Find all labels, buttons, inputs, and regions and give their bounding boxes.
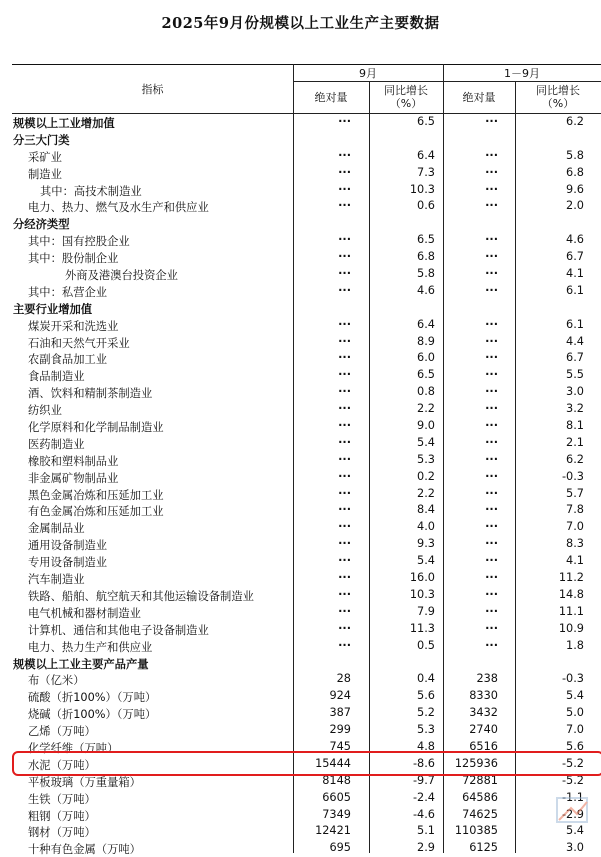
ytd-yoy-value: 9.6 xyxy=(566,182,584,196)
sep-abs-value: ··· xyxy=(338,368,351,382)
sep-yoy-value: 10.3 xyxy=(409,587,435,601)
table-row xyxy=(0,148,601,165)
sep-abs-value: ··· xyxy=(338,435,351,449)
sep-yoy-value: 5.6 xyxy=(417,689,435,703)
sep-abs-value: 28 xyxy=(336,672,351,686)
sep-yoy-value: 5.2 xyxy=(417,706,435,720)
sep-abs-value: ··· xyxy=(338,182,351,196)
ytd-yoy-value: 5.0 xyxy=(566,706,584,720)
ytd-yoy-value: 3.0 xyxy=(566,385,584,399)
sep-yoy-value: 2.2 xyxy=(417,402,435,416)
sep-yoy-value: 2.2 xyxy=(417,486,435,500)
sep-yoy-value: 10.3 xyxy=(409,182,435,196)
table-row xyxy=(0,570,601,587)
ytd-abs-value: 6125 xyxy=(469,841,498,855)
ytd-abs-value: 110385 xyxy=(454,824,498,838)
header-period-ytd: 1－9月 xyxy=(504,67,540,80)
ytd-abs-value: 72881 xyxy=(462,773,498,787)
sep-yoy-value: 0.5 xyxy=(417,638,435,652)
ytd-yoy-value: -1.1 xyxy=(561,790,584,804)
ytd-yoy-value: 8.1 xyxy=(566,419,584,433)
ytd-yoy-value: 5.4 xyxy=(566,689,584,703)
ytd-yoy-value: 6.2 xyxy=(566,452,584,466)
sep-yoy-value: -8.6 xyxy=(412,756,435,770)
ytd-abs-value: ··· xyxy=(485,267,498,281)
table-row xyxy=(0,807,601,824)
ytd-abs-value: ··· xyxy=(485,621,498,635)
sep-abs-value: ··· xyxy=(338,452,351,466)
row-indicator-name: 其中：高技术制造业 xyxy=(40,184,142,198)
row-indicator-name: 钢材（万吨） xyxy=(28,826,96,840)
row-indicator-name: 粗钢（万吨） xyxy=(28,809,96,823)
table-row xyxy=(0,165,601,182)
sep-abs-value: ··· xyxy=(338,385,351,399)
ytd-abs-value: 64586 xyxy=(462,790,498,804)
ytd-abs-value: ··· xyxy=(485,520,498,534)
sep-abs-value: 695 xyxy=(329,841,351,855)
sep-abs-value: 299 xyxy=(329,723,351,737)
ytd-yoy-value: 10.9 xyxy=(558,621,584,635)
row-indicator-name: 医药制造业 xyxy=(28,437,85,451)
row-indicator-name: 通用设备制造业 xyxy=(28,539,108,553)
ytd-yoy-value: 6.1 xyxy=(566,283,584,297)
ytd-yoy-value: -5.2 xyxy=(561,756,584,770)
ytd-yoy-value: 1.8 xyxy=(566,638,584,652)
sep-yoy-value: 0.4 xyxy=(417,672,435,686)
header-ytd-yoy xyxy=(515,84,601,110)
row-indicator-name: 计算机、通信和其他电子设备制造业 xyxy=(28,623,209,637)
ytd-yoy-value: -5.2 xyxy=(561,773,584,787)
ytd-abs-value: 238 xyxy=(476,672,498,686)
ytd-abs-value: ··· xyxy=(485,452,498,466)
table-row xyxy=(0,688,601,705)
ytd-abs-value: ··· xyxy=(485,638,498,652)
ytd-abs-value: ··· xyxy=(485,199,498,213)
ytd-abs-value: 3432 xyxy=(469,706,498,720)
row-indicator-name: 橡胶和塑料制品业 xyxy=(28,454,119,468)
sep-yoy-value: 8.9 xyxy=(417,334,435,348)
sep-yoy-value: 5.4 xyxy=(417,435,435,449)
sep-abs-value: ··· xyxy=(338,587,351,601)
page-title: 2025年9月份规模以上工业生产主要数据 xyxy=(161,15,440,32)
row-indicator-name: 专用设备制造业 xyxy=(28,556,108,570)
ytd-yoy-value: 5.6 xyxy=(566,739,584,753)
sep-yoy-value: 7.3 xyxy=(417,165,435,179)
table-row xyxy=(0,350,601,367)
ytd-abs-value: 8330 xyxy=(469,689,498,703)
row-indicator-name: 规模以上工业主要产品产量 xyxy=(13,657,149,671)
row-indicator-name: 酒、饮料和精制茶制造业 xyxy=(28,387,153,401)
sep-yoy-value: 2.9 xyxy=(417,841,435,855)
row-indicator-name: 其中：私营企业 xyxy=(28,285,108,299)
row-indicator-name: 其中：股份制企业 xyxy=(28,252,119,266)
ytd-abs-value: 74625 xyxy=(462,807,498,821)
table-row xyxy=(0,502,601,519)
header-sep-yoy xyxy=(369,84,443,110)
ytd-abs-value: ··· xyxy=(485,233,498,247)
ytd-abs-value: ··· xyxy=(485,182,498,196)
ytd-yoy-value: 6.8 xyxy=(566,165,584,179)
table-row xyxy=(0,621,601,638)
table-row xyxy=(0,384,601,401)
sep-yoy-value: 16.0 xyxy=(409,571,435,585)
ytd-abs-value: ··· xyxy=(485,587,498,601)
table-row xyxy=(0,671,601,688)
ytd-abs-value: ··· xyxy=(485,604,498,618)
sep-yoy-value: -2.4 xyxy=(412,790,435,804)
table-row xyxy=(0,198,601,215)
table-row xyxy=(0,553,601,570)
sep-abs-value: ··· xyxy=(338,402,351,416)
sep-abs-value: 12421 xyxy=(315,824,351,838)
header-mid-rule xyxy=(293,81,601,82)
table-row xyxy=(0,705,601,722)
row-indicator-name: 黑色金属冶炼和压延加工业 xyxy=(28,488,164,502)
sep-abs-value: ··· xyxy=(338,351,351,365)
sep-abs-value: ··· xyxy=(338,283,351,297)
ytd-abs-value: ··· xyxy=(485,334,498,348)
table-row xyxy=(0,823,601,840)
sep-yoy-value: 6.5 xyxy=(417,233,435,247)
sep-abs-value: ··· xyxy=(338,503,351,517)
header-sep-abs: 绝对量 xyxy=(314,91,348,104)
row-indicator-name: 烧碱（折100%）（万吨） xyxy=(28,708,157,722)
sep-yoy-value: 11.3 xyxy=(409,621,435,635)
ytd-yoy-value: 5.4 xyxy=(566,824,584,838)
sep-abs-value: ··· xyxy=(338,250,351,264)
ytd-abs-value: ··· xyxy=(485,571,498,585)
sep-abs-value: 387 xyxy=(329,706,351,720)
sep-abs-value: 924 xyxy=(329,689,351,703)
ytd-abs-value: ··· xyxy=(485,402,498,416)
row-indicator-name: 煤炭开采和洗选业 xyxy=(28,319,119,333)
ytd-abs-value: ··· xyxy=(485,250,498,264)
sep-yoy-value: 5.4 xyxy=(417,554,435,568)
table-top-rule xyxy=(12,64,601,65)
row-indicator-name: 制造业 xyxy=(28,167,62,181)
sep-abs-value: ··· xyxy=(338,520,351,534)
ytd-abs-value: ··· xyxy=(485,368,498,382)
sep-abs-value: ··· xyxy=(338,317,351,331)
row-indicator-name: 石油和天然气开采业 xyxy=(28,336,130,350)
row-indicator-name: 外商及港澳台投资企业 xyxy=(65,269,178,283)
table-row xyxy=(0,469,601,486)
table-row xyxy=(0,182,601,199)
ytd-abs-value: ··· xyxy=(485,469,498,483)
row-indicator-name: 有色金属冶炼和压延加工业 xyxy=(28,505,164,519)
sep-yoy-value: 8.4 xyxy=(417,503,435,517)
sep-yoy-value: 6.4 xyxy=(417,317,435,331)
header-ytd-yoy-line2: （%） xyxy=(541,97,575,110)
sep-abs-value: ··· xyxy=(338,604,351,618)
ytd-abs-value: ··· xyxy=(485,115,498,128)
sep-abs-value: ··· xyxy=(338,199,351,213)
sep-yoy-value: 5.1 xyxy=(417,824,435,838)
ytd-abs-value: ··· xyxy=(485,351,498,365)
sep-abs-value: 745 xyxy=(329,739,351,753)
sep-yoy-value: 4.6 xyxy=(417,283,435,297)
sep-abs-value: ··· xyxy=(338,638,351,652)
row-indicator-name: 硫酸（折100%）（万吨） xyxy=(28,691,157,705)
table-row xyxy=(0,587,601,604)
sep-abs-value: ··· xyxy=(338,486,351,500)
table-row xyxy=(0,317,601,334)
ytd-yoy-value: 2.1 xyxy=(566,435,584,449)
watermark-logo-icon xyxy=(553,790,593,830)
table-row xyxy=(0,604,601,621)
table-row xyxy=(0,401,601,418)
sep-yoy-value: 4.0 xyxy=(417,520,435,534)
ytd-yoy-value: 7.0 xyxy=(566,723,584,737)
table-row xyxy=(0,266,601,283)
ytd-yoy-value: 7.8 xyxy=(566,503,584,517)
ytd-yoy-value: -0.3 xyxy=(561,469,584,483)
ytd-yoy-value: 5.8 xyxy=(566,148,584,162)
table-row xyxy=(0,435,601,452)
ytd-abs-value: ··· xyxy=(485,148,498,162)
ytd-abs-value: ··· xyxy=(485,283,498,297)
ytd-yoy-value: -0.3 xyxy=(561,672,584,686)
sep-abs-value: 15444 xyxy=(315,756,351,770)
header-ytd-yoy-line1: 同比增长 xyxy=(536,84,580,97)
row-indicator-name: 分经济类型 xyxy=(13,218,70,232)
sep-abs-value: ··· xyxy=(338,469,351,483)
sep-abs-value: ··· xyxy=(338,233,351,247)
sep-abs-value: ··· xyxy=(338,115,351,128)
table-body xyxy=(0,114,601,857)
sep-yoy-value: -9.7 xyxy=(412,773,435,787)
sep-yoy-value: 4.8 xyxy=(417,739,435,753)
ytd-yoy-value: 11.2 xyxy=(558,571,584,585)
row-indicator-name: 其中：国有控股企业 xyxy=(28,235,130,249)
sep-yoy-value: 5.3 xyxy=(417,452,435,466)
row-indicator-name: 化学纤维（万吨） xyxy=(28,741,119,755)
ytd-yoy-value: 6.7 xyxy=(566,250,584,264)
sep-yoy-value: 6.4 xyxy=(417,148,435,162)
ytd-yoy-value: -2.9 xyxy=(561,807,584,821)
sep-yoy-value: 9.0 xyxy=(417,419,435,433)
ytd-yoy-value: 6.7 xyxy=(566,351,584,365)
sep-abs-value: 6605 xyxy=(322,790,351,804)
sep-abs-value: ··· xyxy=(338,267,351,281)
table-row xyxy=(0,486,601,503)
sep-yoy-value: 6.8 xyxy=(417,250,435,264)
row-indicator-name: 非金属矿物制品业 xyxy=(28,471,119,485)
sep-yoy-value: 6.5 xyxy=(417,115,435,128)
table-row xyxy=(0,300,601,317)
header-ytd-abs: 绝对量 xyxy=(462,91,496,104)
row-indicator-name: 主要行业增加值 xyxy=(13,302,93,316)
table-row xyxy=(0,418,601,435)
ytd-abs-value: ··· xyxy=(485,537,498,551)
row-indicator-name: 生铁（万吨） xyxy=(28,792,96,806)
table-row xyxy=(0,519,601,536)
ytd-yoy-value: 4.4 xyxy=(566,334,584,348)
sep-abs-value: ··· xyxy=(338,621,351,635)
ytd-yoy-value: 5.5 xyxy=(566,368,584,382)
table-row xyxy=(0,536,601,553)
table-row xyxy=(0,232,601,249)
row-indicator-name: 电力、热力生产和供应业 xyxy=(28,640,153,654)
sep-yoy-value: 6.0 xyxy=(417,351,435,365)
ytd-abs-value: ··· xyxy=(485,317,498,331)
table-row xyxy=(0,840,601,857)
row-indicator-name: 化学原料和化学制品制造业 xyxy=(28,421,164,435)
sep-yoy-value: -4.6 xyxy=(412,807,435,821)
header-period-sep: 9月 xyxy=(359,67,377,80)
row-indicator-name: 纺织业 xyxy=(28,404,62,418)
table-row xyxy=(0,367,601,384)
row-indicator-name: 铁路、船舶、航空航天和其他运输设备制造业 xyxy=(28,589,254,603)
ytd-yoy-value: 8.3 xyxy=(566,537,584,551)
row-indicator-name: 汽车制造业 xyxy=(28,573,85,587)
ytd-yoy-value: 4.6 xyxy=(566,233,584,247)
row-indicator-name: 十种有色金属（万吨） xyxy=(28,843,141,857)
table-row xyxy=(0,790,601,807)
ytd-yoy-value: 4.1 xyxy=(566,267,584,281)
ytd-yoy-value: 14.8 xyxy=(558,587,584,601)
sep-yoy-value: 0.6 xyxy=(417,199,435,213)
ytd-yoy-value: 5.7 xyxy=(566,486,584,500)
sep-abs-value: ··· xyxy=(338,334,351,348)
table-row xyxy=(0,249,601,266)
header-indicator: 指标 xyxy=(141,83,164,96)
sep-abs-value: ··· xyxy=(338,537,351,551)
sep-yoy-value: 5.3 xyxy=(417,723,435,737)
table-row xyxy=(0,215,601,232)
ytd-yoy-value: 2.0 xyxy=(566,199,584,213)
sep-abs-value: ··· xyxy=(338,148,351,162)
table-row xyxy=(0,655,601,672)
row-indicator-name: 乙烯（万吨） xyxy=(28,725,96,739)
ytd-yoy-value: 3.2 xyxy=(566,402,584,416)
row-indicator-name: 电气机械和器材制造业 xyxy=(28,606,141,620)
sep-abs-value: 8148 xyxy=(322,773,351,787)
ytd-abs-value: ··· xyxy=(485,486,498,500)
ytd-abs-value: ··· xyxy=(485,554,498,568)
sep-abs-value: 7349 xyxy=(322,807,351,821)
ytd-abs-value: ··· xyxy=(485,419,498,433)
header-sep-yoy-line1: 同比增长 xyxy=(384,84,428,97)
row-indicator-name: 电力、热力、燃气及水生产和供应业 xyxy=(28,201,209,215)
ytd-abs-value: 6516 xyxy=(469,739,498,753)
sep-yoy-value: 0.2 xyxy=(417,469,435,483)
sep-yoy-value: 9.3 xyxy=(417,537,435,551)
sep-yoy-value: 0.8 xyxy=(417,385,435,399)
ytd-abs-value: 2740 xyxy=(469,723,498,737)
sep-yoy-value: 7.9 xyxy=(417,604,435,618)
ytd-yoy-value: 4.1 xyxy=(566,554,584,568)
row-indicator-name: 水泥（万吨） xyxy=(28,758,96,772)
sep-yoy-value: 5.8 xyxy=(417,267,435,281)
ytd-abs-value: ··· xyxy=(485,503,498,517)
table-row xyxy=(0,638,601,655)
row-indicator-name: 金属制品业 xyxy=(28,522,85,536)
row-indicator-name: 布（亿米） xyxy=(28,674,85,688)
ytd-yoy-value: 6.2 xyxy=(566,115,584,128)
ytd-abs-value: 125936 xyxy=(454,756,498,770)
row-indicator-name: 分三大门类 xyxy=(13,133,70,147)
ytd-yoy-value: 3.0 xyxy=(566,841,584,855)
table-row xyxy=(0,334,601,351)
header-sep-yoy-line2: （%） xyxy=(389,97,423,110)
row-indicator-name: 规模以上工业增加值 xyxy=(13,117,115,130)
highlight-box-cement-row xyxy=(12,751,601,776)
table-row xyxy=(0,722,601,739)
ytd-abs-value: ··· xyxy=(485,165,498,179)
sep-yoy-value: 6.5 xyxy=(417,368,435,382)
ytd-yoy-value: 11.1 xyxy=(558,604,584,618)
table-row xyxy=(0,283,601,300)
sep-abs-value: ··· xyxy=(338,165,351,179)
row-indicator-name: 采矿业 xyxy=(28,150,62,164)
sep-abs-value: ··· xyxy=(338,571,351,585)
ytd-abs-value: ··· xyxy=(485,435,498,449)
ytd-abs-value: ··· xyxy=(485,385,498,399)
sep-abs-value: ··· xyxy=(338,554,351,568)
table-row xyxy=(0,452,601,469)
ytd-yoy-value: 7.0 xyxy=(566,520,584,534)
row-indicator-name: 食品制造业 xyxy=(28,370,85,384)
table-row xyxy=(0,114,601,131)
table-row xyxy=(0,131,601,148)
sep-abs-value: ··· xyxy=(338,419,351,433)
ytd-yoy-value: 6.1 xyxy=(566,317,584,331)
row-indicator-name: 农副食品加工业 xyxy=(28,353,108,367)
row-indicator-name: 平板玻璃（万重量箱） xyxy=(28,775,141,789)
